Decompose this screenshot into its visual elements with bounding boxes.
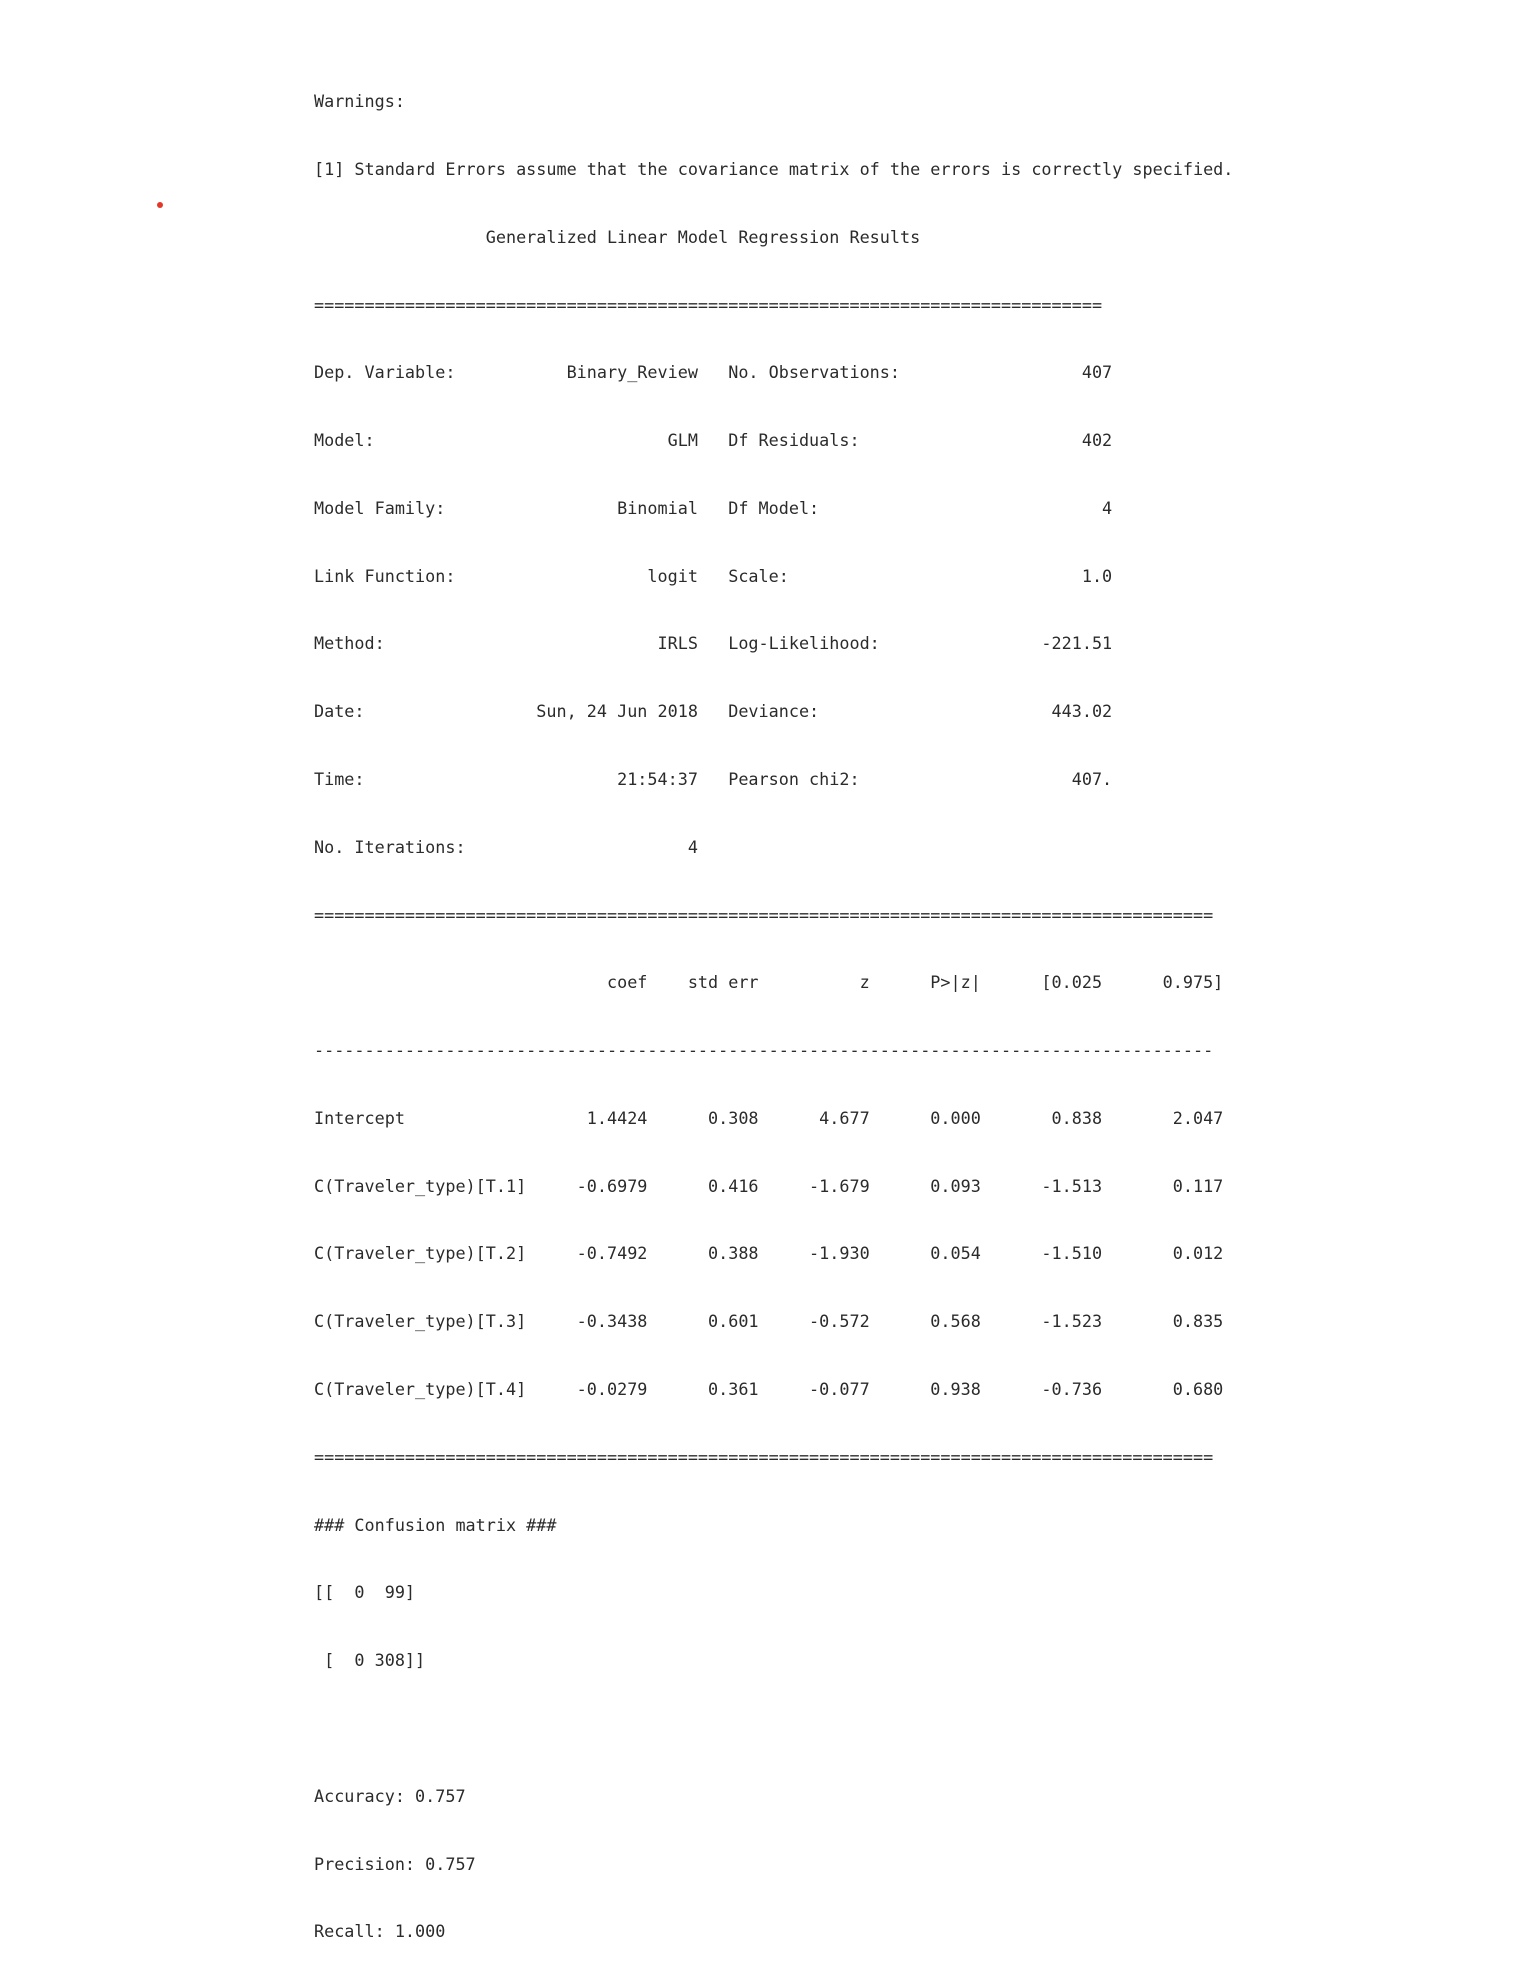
summary-row: Date: Sun, 24 Jun 2018 Deviance: 443.02 [314, 701, 1113, 722]
summary-row: Dep. Variable: Binary_Review No. Observations: 407 [314, 362, 1113, 383]
summary-row: Time: 21:54:37 Pearson chi2: 407. [314, 769, 1113, 789]
red-dot-marker [157, 202, 163, 208]
warnings-header: Warnings: [314, 91, 405, 112]
recall-line: Recall: 1.000 [314, 1921, 446, 1942]
confusion-matrix-row: [[ 0 99] [314, 1582, 416, 1603]
blank-line [314, 1717, 1233, 1740]
summary-row: No. Iterations: 4 [314, 836, 698, 857]
confusion-matrix-row: [ 0 308]] [314, 1650, 426, 1671]
summary-row: Model: GLM Df Residuals: 402 [314, 430, 1113, 451]
confusion-matrix-header: ### Confusion matrix ### [314, 1514, 557, 1535]
console-output [314, 45, 1233, 1965]
precision-line: Precision: 0.757 [314, 1853, 476, 1874]
summary-row: Model Family: Binomial Df Model: 4 [314, 497, 1113, 518]
separator-line: ========================================================================================= [314, 904, 1214, 925]
coef-row: C(Traveler_type)[T.2] -0.7492 0.388 -1.930 0.054 -1.510 0.012 [314, 1243, 1224, 1264]
coef-row: C(Traveler_type)[T.4] -0.0279 0.361 -0.077 0.938 -0.736 0.680 [314, 1379, 1224, 1400]
summary-row: Method: IRLS Log-Likelihood: -221.51 [314, 633, 1113, 654]
coef-row: C(Traveler_type)[T.3] -0.3438 0.601 -0.572 0.568 -1.523 0.835 [314, 1311, 1224, 1332]
summary-row: Link Function: logit Scale: 1.0 [314, 565, 1113, 586]
separator-line: ============================================================================== [314, 294, 1103, 315]
regression-results-title: Generalized Linear Model Regression Results [314, 226, 921, 247]
warning-line: [1] Standard Errors assume that the covariance matrix of the errors is correctly specified. [314, 158, 1234, 179]
separator-line: ========================================================================================= [314, 1446, 1214, 1467]
coef-table-header: coef std err z P>|z| [0.025 0.975] [314, 972, 1224, 993]
coef-row: Intercept 1.4424 0.308 4.677 0.000 0.838 2.047 [314, 1107, 1224, 1128]
accuracy-line: Accuracy: 0.757 [314, 1785, 466, 1806]
dash-separator: ----------------------------------------------------------------------------------------- [314, 1040, 1214, 1061]
coef-row: C(Traveler_type)[T.1] -0.6979 0.416 -1.679 0.093 -1.513 0.117 [314, 1175, 1224, 1196]
